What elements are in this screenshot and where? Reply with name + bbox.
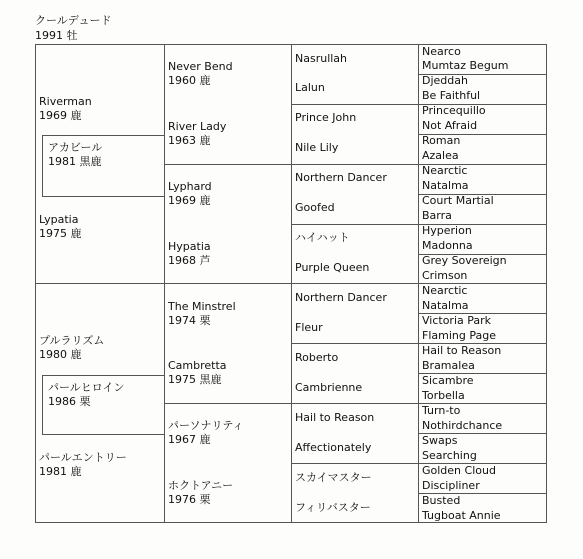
column-divider-1	[164, 44, 165, 523]
gen2-ancestor-info: 1968 芦	[168, 253, 211, 267]
gen3-ancestor: フィリバスター	[295, 500, 371, 514]
gen4-ancestor: Hyperion	[422, 224, 472, 238]
gen2-ancestor-info: 1975 黒鹿	[168, 373, 222, 387]
gen2-ancestor-name: パーソナリティ	[168, 419, 244, 433]
gen2-ancestor-name: Hypatia	[168, 239, 211, 253]
gen3-ancestor: Nasrullah	[295, 51, 348, 65]
gen2-ancestor-info: 1974 栗	[168, 313, 211, 327]
gen4-ancestor: Nothirdchance	[422, 418, 503, 432]
gen4-ancestor: Not Afraid	[422, 119, 478, 133]
gen1-inset-info: 1986 栗	[48, 394, 91, 408]
gen2-ancestor-info: 1967 鹿	[168, 433, 211, 447]
gen4-ancestor: Azalea	[422, 149, 459, 163]
gen3-ancestor: スカイマスター	[295, 470, 372, 484]
gen4-ancestor: Princequillo	[422, 104, 486, 118]
gen4-ancestor: Barra	[422, 209, 452, 223]
column-divider-3	[418, 44, 419, 523]
gen3-ancestor: Fleur	[295, 320, 323, 334]
gen3-ancestor: Purple Queen	[295, 261, 370, 275]
gen4-ancestor: Natalma	[422, 179, 469, 193]
gen3-divider	[291, 343, 547, 344]
gen4-ancestor: Nearco	[422, 44, 461, 58]
gen2-ancestor-name: ホクトアニー	[168, 479, 234, 493]
gen3-divider	[291, 224, 547, 225]
gen3-ancestor: Nile Lily	[295, 141, 339, 155]
gen4-ancestor: Bramalea	[422, 358, 475, 372]
gen4-ancestor: Golden Cloud	[422, 463, 496, 477]
gen4-ancestor: Roman	[422, 134, 461, 148]
gen4-ancestor: Natalma	[422, 298, 469, 312]
gen4-ancestor: Busted	[422, 493, 461, 507]
gen2-ancestor-name: Never Bend	[168, 60, 233, 73]
gen2-ancestor-info: 1969 鹿	[168, 193, 211, 207]
gen4-ancestor: Turn-to	[422, 403, 461, 417]
gen4-ancestor: Madonna	[422, 239, 473, 253]
column-divider-2	[291, 44, 292, 523]
gen3-divider	[291, 463, 547, 464]
gen2-ancestor-name: Cambretta	[168, 359, 227, 373]
gen4-ancestor: Discipliner	[422, 478, 480, 492]
gen1-ancestor-name: プルラリズム	[39, 334, 105, 348]
gen1-ancestor-info: 1981 鹿	[39, 465, 82, 479]
gen3-ancestor: ハイハット	[295, 231, 350, 245]
gen2-ancestor-info: 1963 鹿	[168, 133, 211, 147]
gen2-divider	[164, 403, 547, 404]
gen2-ancestor-info: 1960 鹿	[168, 74, 211, 87]
gen2-ancestor-name: Lyphard	[168, 179, 212, 193]
gen4-ancestor: Flaming Page	[422, 328, 496, 342]
gen4-ancestor: Crimson	[422, 269, 468, 283]
gen3-divider	[291, 104, 547, 105]
gen1-ancestor-name: Riverman	[39, 94, 92, 108]
gen4-ancestor: Searching	[422, 448, 477, 462]
gen4-ancestor: Hail to Reason	[422, 343, 502, 357]
gen4-ancestor: Tugboat Annie	[422, 508, 501, 522]
gen3-ancestor: Affectionately	[295, 440, 372, 454]
gen3-ancestor: Lalun	[295, 81, 325, 95]
gen2-ancestor-name: River Lady	[168, 119, 227, 133]
gen1-ancestor-info: 1980 鹿	[39, 348, 82, 362]
gen4-ancestor: Grey Sovereign	[422, 254, 507, 268]
gen1-inset-info: 1981 黒鹿	[48, 155, 102, 169]
gen1-ancestor-info: 1969 鹿	[39, 108, 82, 122]
gen3-ancestor: Goofed	[295, 201, 335, 215]
gen2-ancestor-info: 1976 栗	[168, 493, 211, 507]
gen4-ancestor: Court Martial	[422, 194, 494, 208]
gen4-ancestor: Mumtaz Begum	[422, 59, 509, 73]
gen3-ancestor: Northern Dancer	[295, 291, 387, 305]
gen4-ancestor: Victoria Park	[422, 313, 492, 327]
gen2-divider	[164, 164, 547, 165]
gen2-ancestor-name: The Minstrel	[168, 299, 236, 313]
gen3-ancestor: Roberto	[295, 350, 339, 364]
gen3-ancestor: Prince John	[295, 111, 357, 125]
gen4-ancestor: Nearctic	[422, 164, 468, 178]
gen4-ancestor: Djeddah	[422, 74, 468, 88]
gen4-ancestor: Nearctic	[422, 284, 468, 298]
gen4-ancestor: Swaps	[422, 433, 458, 447]
gen1-ancestor-name: Lypatia	[39, 213, 79, 227]
gen4-ancestor: Sicambre	[422, 373, 474, 387]
gen3-ancestor: Cambrienne	[295, 380, 363, 394]
gen1-inset-name: パールヒロイン	[48, 380, 125, 394]
gen4-ancestor: Torbella	[422, 388, 465, 402]
gen4-ancestor: Be Faithful	[422, 89, 481, 103]
gen1-ancestor-info: 1975 鹿	[39, 227, 82, 241]
horse-birth-info: 1991 牡	[35, 29, 78, 42]
horse-name: クールデュード	[35, 14, 112, 27]
gen3-ancestor: Northern Dancer	[295, 171, 387, 185]
gen1-inset-name: アカビール	[48, 141, 103, 155]
gen1-ancestor-name: パールエントリー	[39, 451, 127, 465]
gen3-ancestor: Hail to Reason	[295, 410, 375, 424]
